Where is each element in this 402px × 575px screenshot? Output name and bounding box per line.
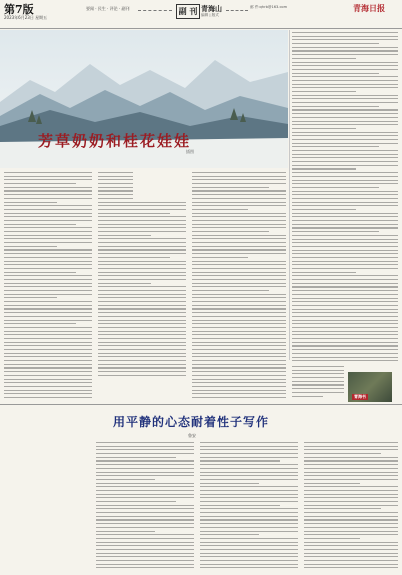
section-sub: 编辑 | 版式: [201, 13, 219, 17]
header-dash-right: [226, 10, 248, 11]
header-links: 要闻 · 民生 · 评论 · 副刊: [86, 6, 130, 11]
section-box: 副 刊: [176, 4, 200, 19]
bottom-article-title: 用平静的心态耐着性子写作: [113, 415, 270, 429]
masthead-logo: 青海日报: [353, 3, 385, 13]
issue-date: 2023年6月23日 星期五: [4, 15, 48, 20]
bottom-column-2: [200, 442, 298, 570]
article-title: 芳草奶奶和桂花娃娃: [38, 132, 192, 150]
article-column-3: [192, 172, 286, 400]
right-column-text: [292, 32, 398, 362]
header-right-info: 邮 件:qhrb@163.com: [250, 5, 288, 9]
hero-illustration: [0, 30, 288, 168]
header-dash-left: [138, 10, 172, 11]
bottom-article-author: 鲁安: [188, 433, 196, 438]
article-column-2: [98, 172, 186, 400]
article-column-1: [4, 172, 92, 400]
illustration-caption: 插图: [186, 149, 194, 154]
page-number: 第7版: [4, 3, 34, 16]
bottom-column-3: [304, 442, 398, 570]
section-name: 青海山: [201, 4, 222, 13]
author-bio-text: [292, 366, 344, 402]
bottom-column-1: [96, 442, 194, 570]
photo-tag: 青海书: [354, 394, 366, 399]
section-rule: [0, 404, 402, 405]
column-divider: [289, 30, 290, 360]
page-header: [0, 0, 402, 29]
